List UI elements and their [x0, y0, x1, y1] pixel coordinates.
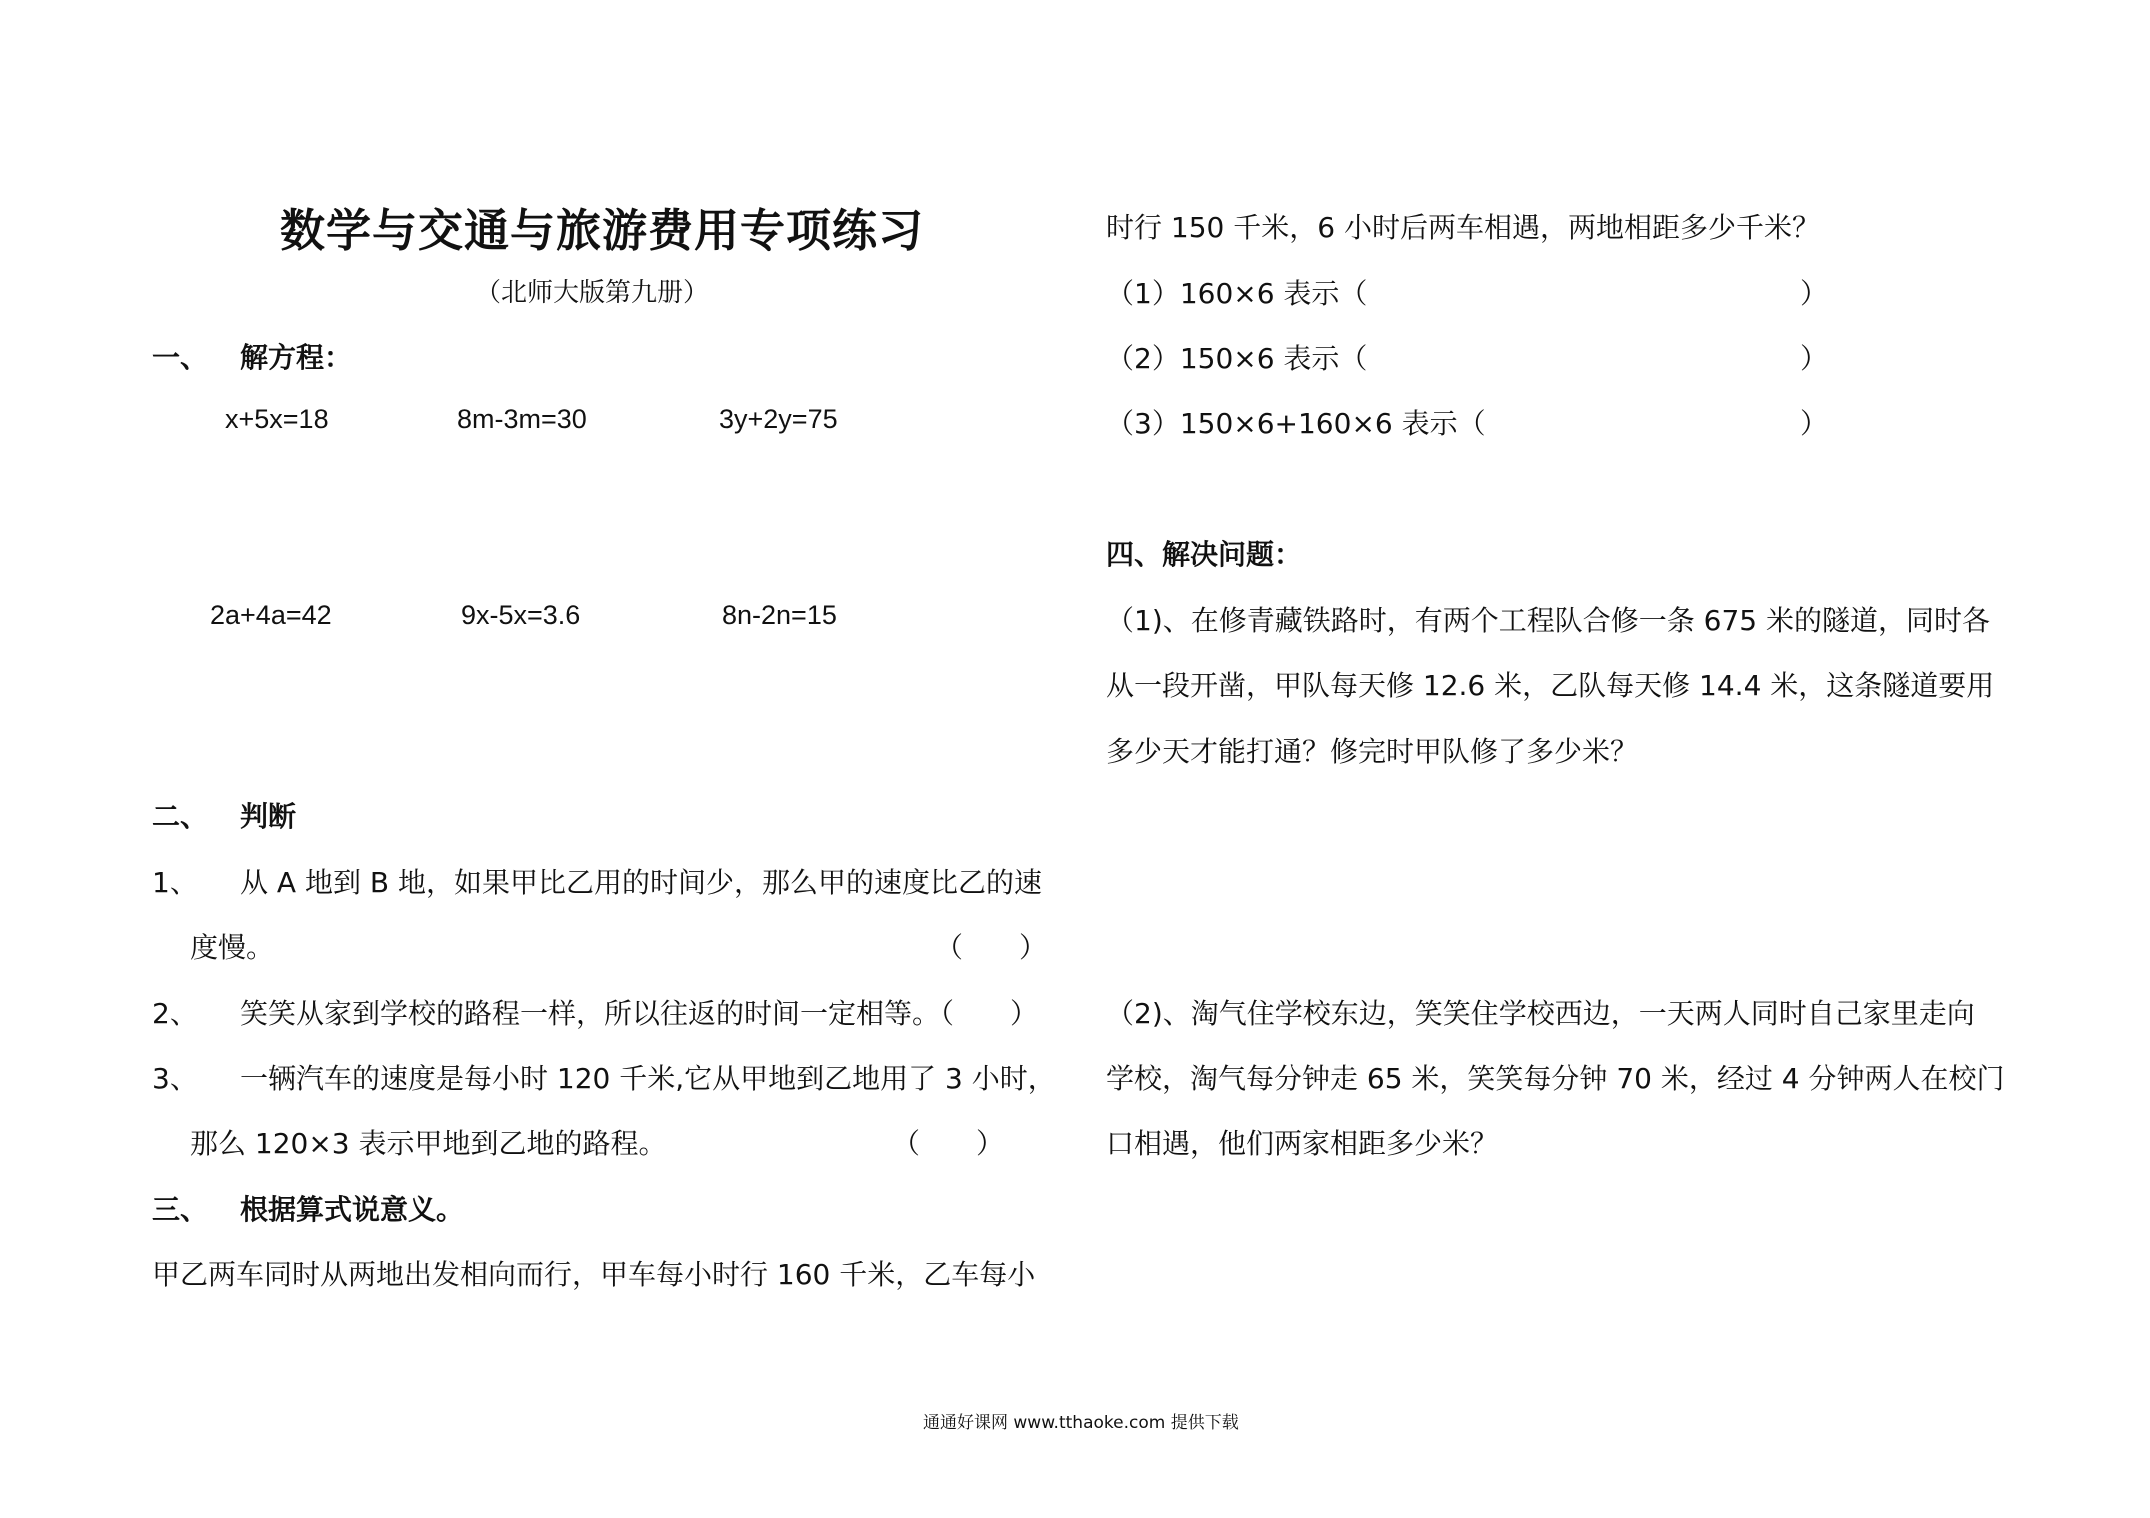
footer-credit: 通通好课网 www.tthaoke.com 提供下载 [923, 1413, 1239, 1433]
judge-item-number: 3、 [152, 1062, 198, 1095]
judge-item-2 [152, 992, 1038, 1032]
meaning-item-close-paren: ） [1800, 342, 1829, 375]
meaning-item-1: （1）160×6 表示（ [1106, 277, 1368, 310]
judge-item-number: 2、 [152, 997, 198, 1030]
page-subtitle: （北师大版第九册） [475, 278, 710, 308]
section-4-heading: 四、解决问题： [1106, 538, 1303, 571]
section-1-heading [152, 336, 352, 376]
section-3-heading [152, 1188, 464, 1228]
section-2-number: 二、 [152, 800, 209, 833]
judge-item-1-continued: 度慢。 [190, 931, 275, 964]
judge-item-text: 一辆汽车的速度是每小时 120 千米,它从甲地到乙地用了 3 小时， [240, 1062, 1056, 1095]
problem-1-line: 从一段开凿，甲队每天修 12.6 米，乙队每天修 14.4 米，这条隧道要用 [1106, 669, 1995, 702]
problem-2-line: 学校，淘气每分钟走 65 米，笑笑每分钟 70 米，经过 4 分钟两人在校门 [1106, 1062, 2005, 1095]
section-3-number: 三、 [152, 1193, 209, 1226]
equation: 8n-2n=15 [722, 600, 837, 630]
judge-item-3-continued: 那么 120×3 表示甲地到乙地的路程。 [190, 1127, 667, 1160]
section-3-problem-text-continued: 时行 150 千米，6 小时后两车相遇，两地相距多少千米？ [1106, 211, 1820, 244]
judge-item-text: 笑笑从家到学校的路程一样，所以往返的时间一定相等。（ ） [240, 997, 1039, 1030]
section-3-title: 根据算式说意义。 [240, 1193, 465, 1226]
judge-item-3 [152, 1057, 1056, 1097]
meaning-item-2: （2）150×6 表示（ [1106, 342, 1368, 375]
problem-2-line: （2)、淘气住学校东边，笑笑住学校西边，一天两人同时自己家里走向 [1106, 997, 1975, 1030]
section-1-title: 解方程： [240, 341, 353, 374]
section-1-number: 一、 [152, 341, 209, 374]
equation: 9x-5x=3.6 [461, 600, 581, 630]
equation: 2a+4a=42 [210, 600, 332, 630]
equation: 3y+2y=75 [719, 404, 838, 434]
meaning-item-close-paren: ） [1800, 407, 1829, 440]
problem-1-line: （1)、在修青藏铁路时，有两个工程队合修一条 675 米的隧道，同时各 [1106, 604, 1990, 637]
answer-parenthesis[interactable]: （ ） [935, 931, 1048, 964]
problem-2-line: 口相遇，他们两家相距多少米？ [1106, 1127, 1499, 1160]
judge-item-number: 1、 [152, 866, 198, 899]
meaning-item-3: （3）150×6+160×6 表示（ [1106, 407, 1486, 440]
equation: 8m-3m=30 [457, 404, 587, 434]
equation: x+5x=18 [225, 404, 329, 434]
answer-parenthesis[interactable]: （ ） [892, 1127, 1005, 1160]
section-2-heading [152, 795, 296, 835]
section-2-title: 判断 [240, 800, 297, 833]
judge-item-text: 从 A 地到 B 地，如果甲比乙用的时间少，那么甲的速度比乙的速 [240, 866, 1042, 899]
section-3-problem-text: 甲乙两车同时从两地出发相向而行，甲车每小时行 160 千米，乙车每小 [152, 1258, 1036, 1291]
page-title: 数学与交通与旅游费用专项练习 [280, 204, 925, 257]
meaning-item-close-paren: ） [1800, 277, 1829, 310]
problem-1-line: 多少天才能打通？修完时甲队修了多少米？ [1106, 735, 1639, 768]
judge-item-1 [152, 861, 1042, 901]
